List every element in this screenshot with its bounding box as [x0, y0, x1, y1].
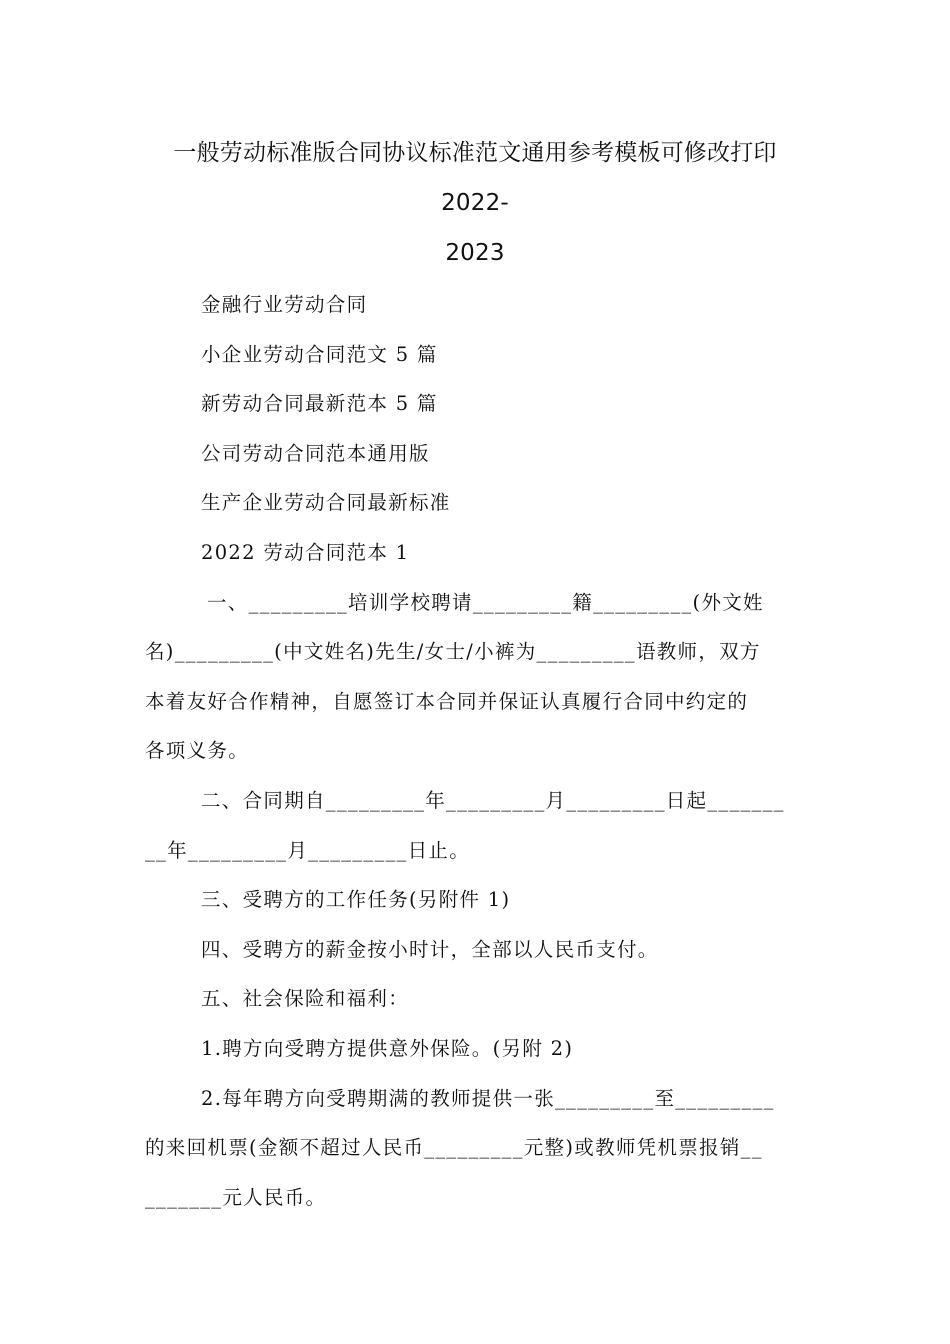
- clause-2-line-2: __年_________月_________日止。: [145, 838, 470, 862]
- clause-4: 四、受聘方的薪金按小时计，全部以人民币支付。: [201, 937, 659, 961]
- clause-1-line-1: 一、_________培训学校聘请_________籍_________(外文姓: [207, 590, 764, 614]
- related-link-4: 公司劳动合同范本通用版: [201, 441, 430, 465]
- clause-5-item-2-line-3: _______元人民币。: [145, 1185, 327, 1209]
- clause-1-line-4: 各项义务。: [145, 739, 250, 763]
- section-heading: 2022 劳动合同范本 1: [201, 540, 410, 564]
- clause-3: 三、受聘方的工作任务(另附件 1): [201, 888, 511, 912]
- related-link-3: 新劳动合同最新范本 5 篇: [201, 392, 438, 416]
- clause-5-item-1: 1.聘方向受聘方提供意外保险。(另附 2): [201, 1036, 574, 1060]
- related-link-5: 生产企业劳动合同最新标准: [201, 491, 451, 515]
- related-link-1: 金融行业劳动合同: [201, 293, 368, 316]
- clause-5: 五、社会保险和福利：: [201, 987, 410, 1011]
- title-line-2: 2023: [445, 240, 505, 266]
- document-title: [145, 128, 805, 278]
- clause-1-line-2: 名)_________(中文姓名)先生/女士/小裤为_________语教师，双方: [145, 640, 761, 664]
- clause-2-line-1: 二、合同期自_________年_________月_________日起_______: [201, 788, 785, 812]
- clause-5-item-2-line-2: 的来回机票(金额不超过人民币_________元整)或教师凭机票报销__: [145, 1136, 763, 1160]
- title-line-1: 一般劳动标准版合同协议标准范文通用参考模板可修改打印 2022-: [173, 140, 777, 216]
- document-body: [145, 280, 805, 1222]
- clause-1-line-3: 本着友好合作精神，自愿签订本合同并保证认真履行合同中约定的: [145, 689, 749, 713]
- clause-5-item-2-line-1: 2.每年聘方向受聘期满的教师提供一张_________至_________: [201, 1086, 775, 1110]
- related-link-2: 小企业劳动合同范文 5 篇: [201, 342, 438, 366]
